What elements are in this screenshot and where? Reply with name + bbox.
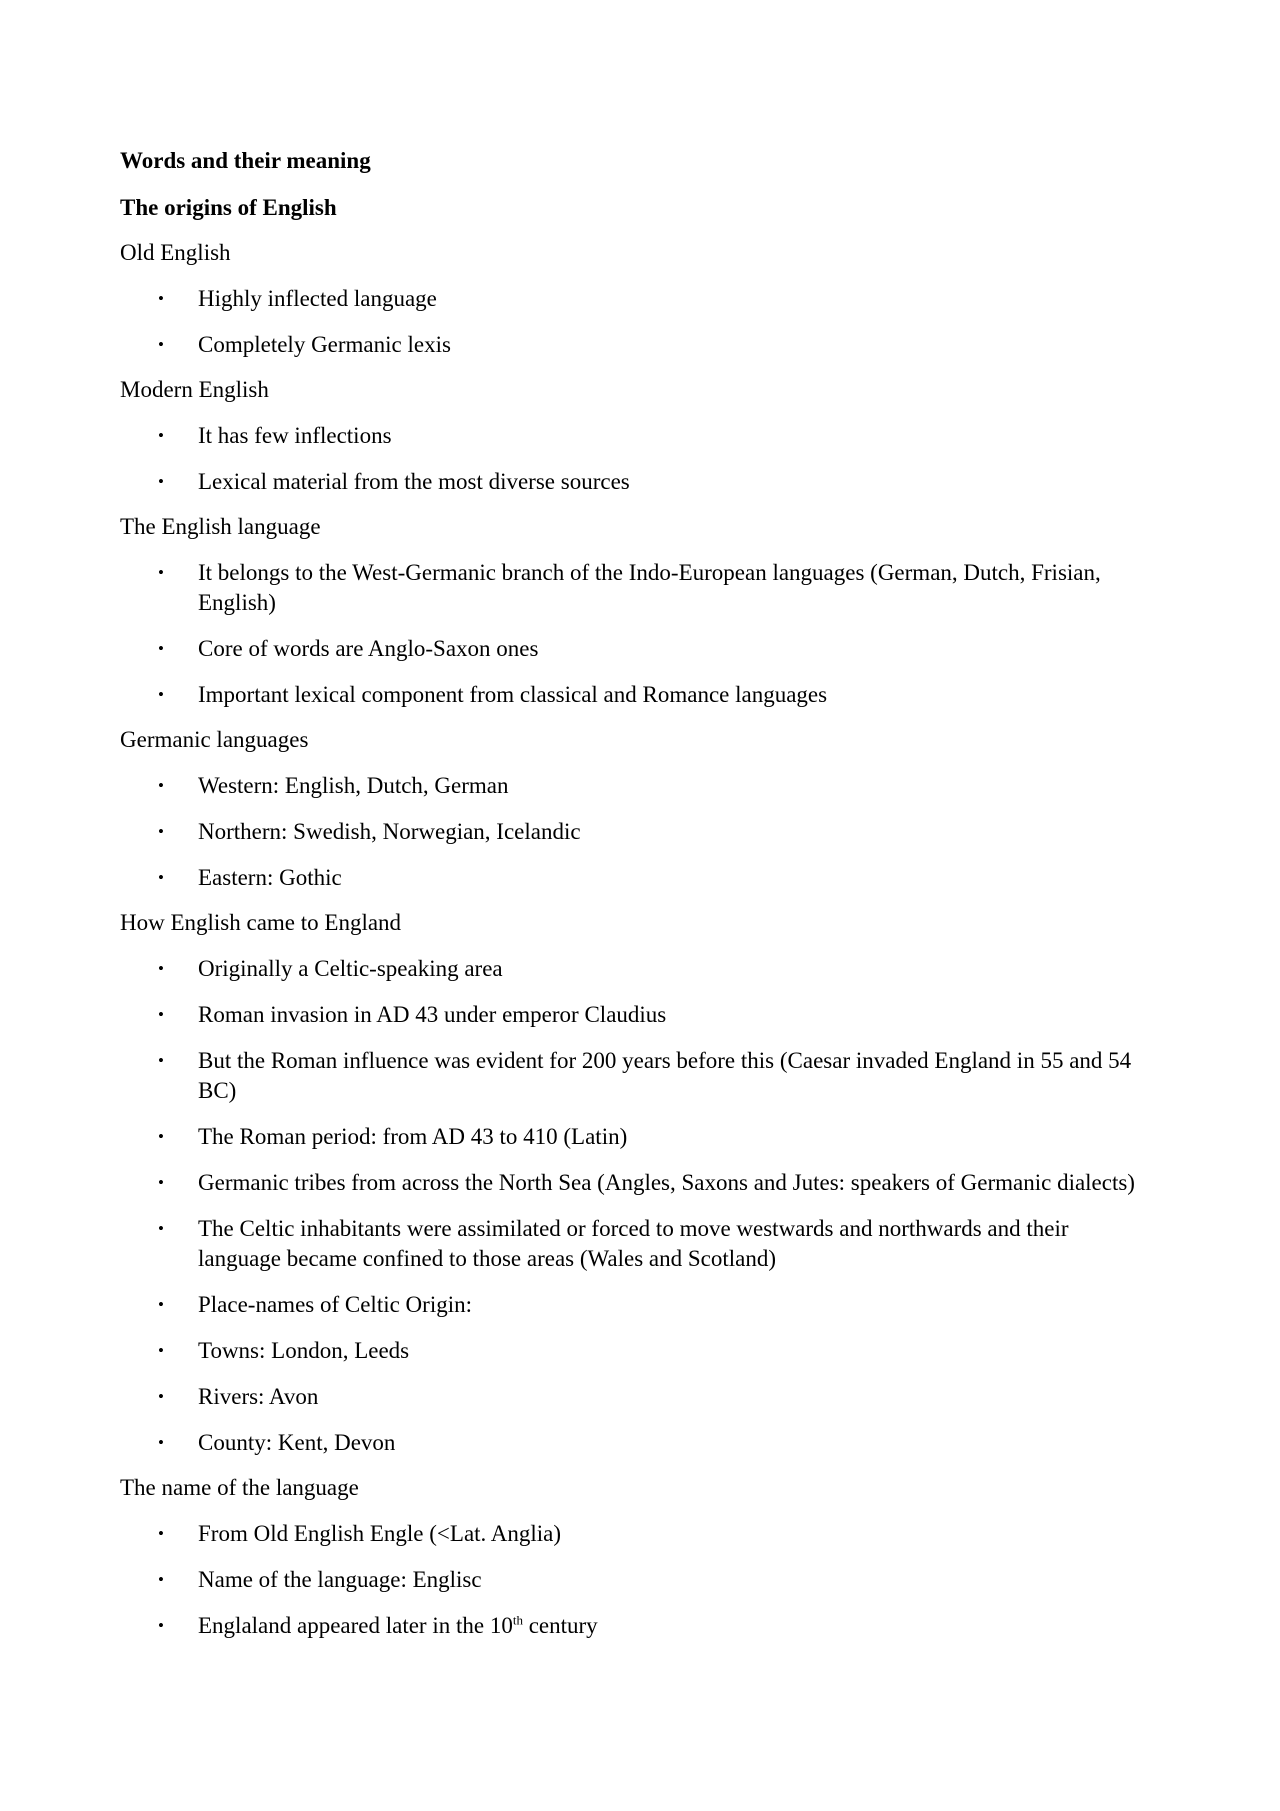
- list-item: [120, 1000, 1140, 1030]
- bullet-icon: •: [158, 639, 164, 658]
- list-item: [120, 680, 1140, 710]
- list-item-text: Highly inflected language: [198, 286, 437, 311]
- bullet-icon: •: [158, 776, 164, 795]
- list-item-text: Place-names of Celtic Origin:: [198, 1292, 473, 1317]
- list-item: [120, 863, 1140, 893]
- list-item-text: But the Roman influence was evident for 200 years before this (Caesar invaded England in 55 and 54 BC): [198, 1048, 1132, 1103]
- section-heading-name-of-language: The name of the language: [120, 1475, 359, 1500]
- list-item-text-before: Englaland appeared later in the 10: [198, 1613, 513, 1638]
- section-heading-english-language: The English language: [120, 514, 321, 539]
- bullet-list-english-language: [120, 558, 1140, 710]
- list-item: [120, 1214, 1140, 1274]
- list-item-text: From Old English Engle (<Lat. Anglia): [198, 1521, 562, 1546]
- list-item: [120, 284, 1140, 314]
- bullet-icon: •: [158, 472, 164, 491]
- bullet-icon: •: [158, 1341, 164, 1360]
- list-item-text: Lexical material from the most diverse sources: [198, 469, 630, 494]
- bullet-icon: •: [158, 563, 164, 582]
- section-heading-modern-english: Modern English: [120, 377, 269, 402]
- bullet-icon: •: [158, 1295, 164, 1314]
- list-item-text: Completely Germanic lexis: [198, 332, 451, 357]
- bullet-icon: •: [158, 1570, 164, 1589]
- list-item-text: It belongs to the West-Germanic branch of the Indo-European languages (German, Dutch, Frisian, English): [198, 560, 1101, 615]
- list-item: [120, 421, 1140, 451]
- list-item-text: The Celtic inhabitants were assimilated or forced to move westwards and northwards and their language became confined to those areas (Wales and Scotland): [198, 1216, 1069, 1271]
- bullet-icon: •: [158, 1616, 164, 1635]
- bullet-icon: •: [158, 1387, 164, 1406]
- list-item: [120, 771, 1140, 801]
- bullet-list-name-of-language: [120, 1519, 1140, 1641]
- list-item: [120, 1290, 1140, 1320]
- bullet-icon: •: [158, 426, 164, 445]
- list-item: [120, 634, 1140, 664]
- list-item-text: Eastern: Gothic: [198, 865, 342, 890]
- list-item: [120, 558, 1140, 618]
- list-item-text: Important lexical component from classical and Romance languages: [198, 682, 828, 707]
- section-heading-old-english: Old English: [120, 240, 231, 265]
- document-title: Words and their meaning: [120, 148, 371, 173]
- list-item: [120, 467, 1140, 497]
- bullet-list-modern-english: [120, 421, 1140, 497]
- bullet-icon: •: [158, 1433, 164, 1452]
- bullet-icon: •: [158, 289, 164, 308]
- list-item-text: Rivers: Avon: [198, 1384, 319, 1409]
- bullet-list-germanic-languages: [120, 771, 1140, 893]
- bullet-icon: •: [158, 822, 164, 841]
- list-item-text: The Roman period: from AD 43 to 410 (Latin): [198, 1124, 628, 1149]
- list-item: [120, 1519, 1140, 1549]
- list-item: [120, 1382, 1140, 1412]
- list-item: [120, 1565, 1140, 1595]
- list-item: [120, 1168, 1140, 1198]
- document-page: [120, 146, 1140, 1641]
- list-item-text-after: century: [522, 1613, 598, 1638]
- bullet-icon: •: [158, 1005, 164, 1024]
- list-item: [120, 330, 1140, 360]
- bullet-icon: •: [158, 868, 164, 887]
- list-item-text: Roman invasion in AD 43 under emperor Claudius: [198, 1002, 667, 1027]
- bullet-icon: •: [158, 1127, 164, 1146]
- bullet-list-old-english: [120, 284, 1140, 360]
- list-item: [120, 1428, 1140, 1458]
- list-item: [120, 954, 1140, 984]
- list-item: [120, 1046, 1140, 1106]
- bullet-icon: •: [158, 1173, 164, 1192]
- bullet-icon: •: [158, 335, 164, 354]
- list-item-text: Western: English, Dutch, German: [198, 773, 509, 798]
- bullet-list-how-english-came: [120, 954, 1140, 1458]
- list-item-text: County: Kent, Devon: [198, 1430, 396, 1455]
- list-item-text: Northern: Swedish, Norwegian, Icelandic: [198, 819, 581, 844]
- section-heading-germanic-languages: Germanic languages: [120, 727, 309, 752]
- bullet-icon: •: [158, 959, 164, 978]
- list-item: [120, 817, 1140, 847]
- list-item-text: Germanic tribes from across the North Sea (Angles, Saxons and Jutes: speakers of Germanic dialects): [198, 1170, 1135, 1195]
- section-heading-how-english-came: How English came to England: [120, 910, 402, 935]
- bullet-icon: •: [158, 685, 164, 704]
- bullet-icon: •: [158, 1219, 164, 1238]
- list-item: [120, 1336, 1140, 1366]
- list-item-text: Core of words are Anglo-Saxon ones: [198, 636, 539, 661]
- superscript-ordinal: th: [512, 1612, 523, 1628]
- list-item: [120, 1611, 1140, 1641]
- list-item-text: It has few inflections: [198, 423, 392, 448]
- list-item-text: Originally a Celtic-speaking area: [198, 956, 503, 981]
- list-item: [120, 1122, 1140, 1152]
- list-item-text: Name of the language: Englisc: [198, 1567, 482, 1592]
- bullet-icon: •: [158, 1051, 164, 1070]
- bullet-icon: •: [158, 1524, 164, 1543]
- document-subtitle: The origins of English: [120, 195, 337, 220]
- list-item-text: Towns: London, Leeds: [198, 1338, 410, 1363]
